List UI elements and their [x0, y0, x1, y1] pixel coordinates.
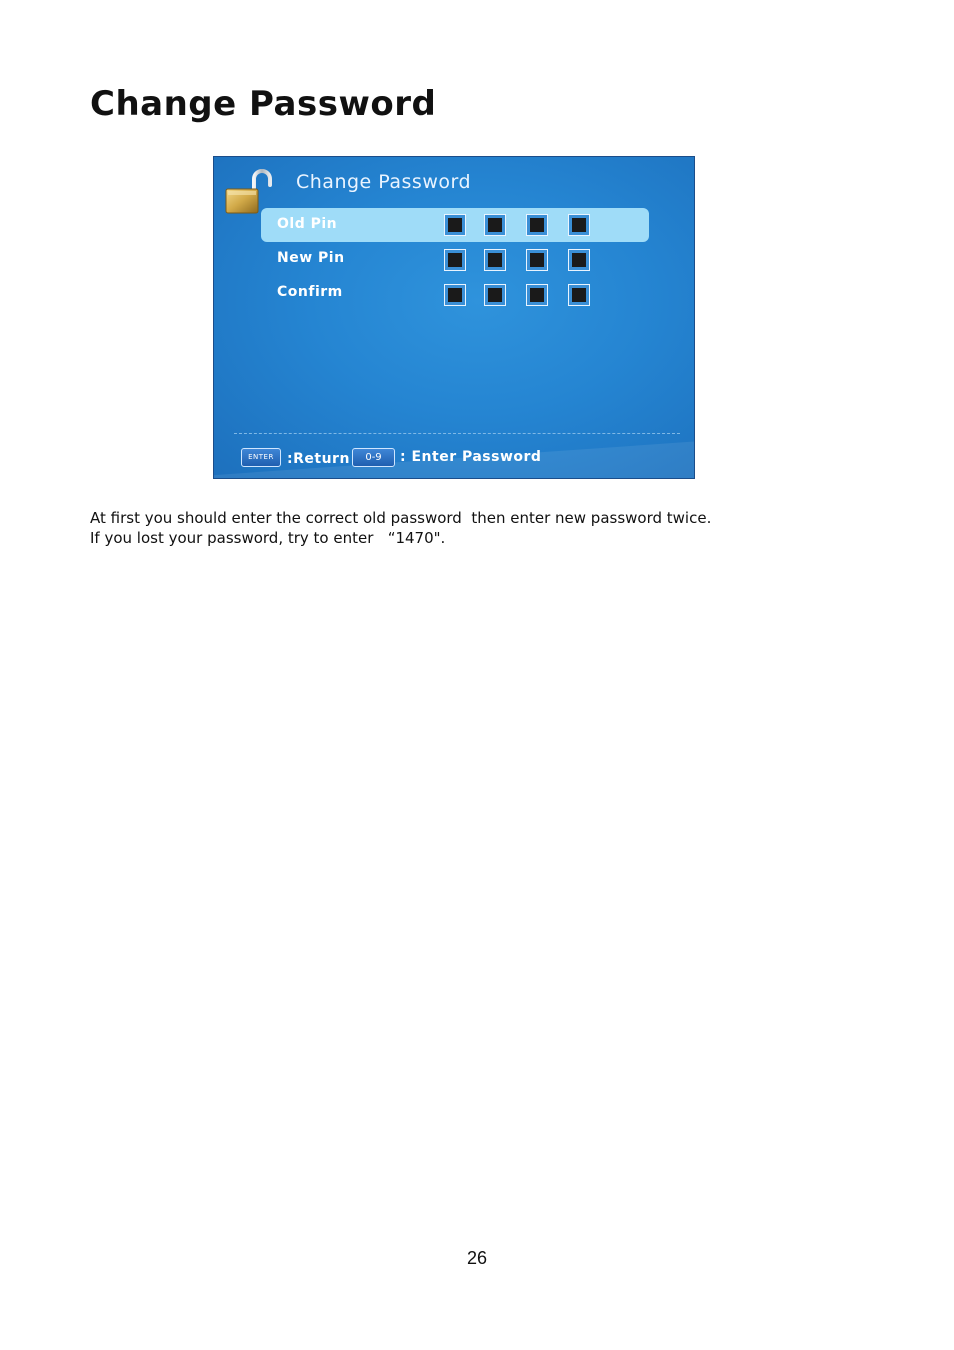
new-pin-digit-1[interactable]	[444, 249, 466, 271]
old-pin-digit-1[interactable]	[444, 214, 466, 236]
enter-key-button[interactable]: ENTER	[241, 448, 281, 467]
instruction-line-2: If you lost your password, try to enter “1470".	[90, 529, 446, 547]
digits-key-button[interactable]: 0-9	[352, 448, 395, 467]
footer-divider	[234, 433, 680, 434]
page-title: Change Password	[90, 84, 437, 124]
change-password-screen	[213, 156, 695, 479]
confirm-digit-1[interactable]	[444, 284, 466, 306]
old-pin-label: Old Pin	[277, 216, 338, 232]
enter-password-hint: : Enter Password	[400, 449, 542, 465]
old-pin-digit-2[interactable]	[484, 214, 506, 236]
new-pin-digit-3[interactable]	[526, 249, 548, 271]
row-new-pin[interactable]	[214, 244, 695, 274]
instruction-line-1: At first you should enter the correct old password then enter new password twice.	[90, 509, 712, 527]
new-pin-label: New Pin	[277, 250, 345, 266]
old-pin-digit-4[interactable]	[568, 214, 590, 236]
osd-title: Change Password	[296, 171, 472, 193]
page-number: 26	[466, 1248, 488, 1268]
confirm-label: Confirm	[277, 284, 343, 300]
new-pin-digit-4[interactable]	[568, 249, 590, 271]
confirm-digit-4[interactable]	[568, 284, 590, 306]
new-pin-digit-2[interactable]	[484, 249, 506, 271]
confirm-digit-3[interactable]	[526, 284, 548, 306]
row-confirm[interactable]	[214, 278, 695, 308]
instructions	[90, 508, 790, 548]
confirm-digit-2[interactable]	[484, 284, 506, 306]
return-hint: :Return	[287, 451, 350, 467]
old-pin-digit-3[interactable]	[526, 214, 548, 236]
row-old-pin[interactable]	[214, 210, 695, 240]
